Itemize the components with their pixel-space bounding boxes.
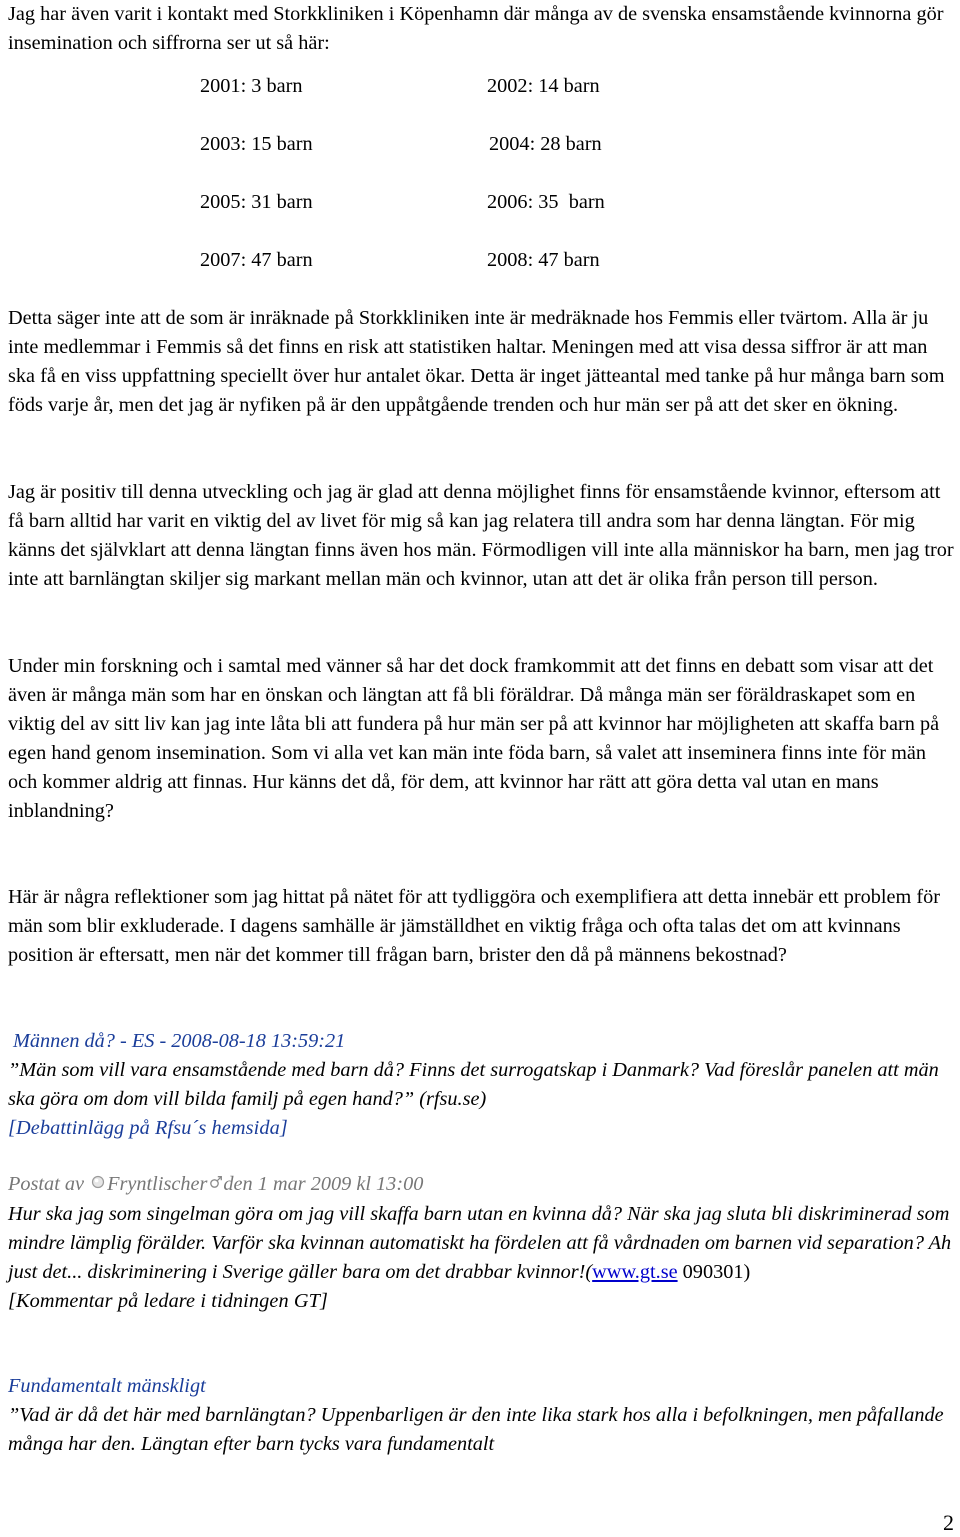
quote-body — [8, 1200, 956, 1287]
quote-header: Männen då? - ES - 2008-08-18 13:59:21 — [13, 1030, 346, 1052]
stat-row — [0, 130, 960, 188]
quote-block — [8, 1372, 956, 1459]
quote-header: Fundamentalt mänskligt — [8, 1375, 206, 1397]
circle-status-icon — [91, 1169, 105, 1198]
posted-by-label: Postat av — [8, 1173, 85, 1195]
quote-body: ”Vad är då det här med barnlängtan? Uppenbarligen är den inte lika stark hos alla i befolkningen, men påfallande många har den. Längtan efter barn tycks vara fundamentalt — [8, 1404, 944, 1455]
quote-date-suffix: 090301) — [677, 1260, 751, 1283]
quote-source: [Debattinlägg på Rfsu´s hemsida] — [8, 1117, 288, 1139]
male-symbol-icon — [209, 1169, 223, 1198]
quote-block — [8, 1027, 956, 1143]
stat-item: 2001: 3 barn — [200, 75, 303, 97]
page-number: 2 — [943, 1510, 954, 1535]
stat-item: 2005: 31 barn — [200, 191, 313, 213]
quote-text: Hur ska jag som singelman göra om jag vill skaffa barn utan en kvinna då? När ska jag sluta bli diskriminerad som mindre lämplig förälder. Varför ska kvinnan automatiskt ha fördelen att få vårdnaden om barnen vid separation? Ah just det... diskriminering i Sverige gäller bara om det drabbar kvinnor!( — [8, 1202, 952, 1283]
stat-item: 2002: 14 barn — [487, 75, 600, 97]
post-meta — [8, 1170, 956, 1200]
stat-row — [0, 72, 960, 130]
stat-item: 2003: 15 barn — [200, 133, 313, 155]
stat-row — [0, 188, 960, 246]
quote-block — [8, 1170, 956, 1316]
body-paragraph: Under min forskning och i samtal med vänner så har det dock framkommit att det finns en debatt som visar att det även är många män som har en önskan och längtan att få bli föräldrar. Då många män ser föräldraskapet som en viktig del av sitt liv kan jag inte låta bli att fundera på hur män ser på att kvinnor har möjligheten att skaffa barn på egen hand genom insemination. Som vi alla vet kan män inte föda barn, så valet att inseminera finns inte för män och kommer aldrig att finnas. Hur känns det då, för dem, att kvinnor har rätt att göra detta val utan en mans inblandning? — [8, 655, 940, 822]
statistics-list — [0, 72, 960, 304]
stat-item: 2006: 35 barn — [487, 191, 605, 213]
gt-link[interactable]: www.gt.se — [592, 1260, 678, 1283]
intro-paragraph: Jag har även varit i kontakt med Storkkliniken i Köpenhamn där många av de svenska ensamstående kvinnorna gör insemination och siffrorna ser ut så här: — [8, 3, 944, 54]
quote-body: ”Män som vill vara ensamstående med barn då? Finns det surrogatskap i Danmark? Vad föreslår panelen att män ska göra om dom vill bilda familj på egen hand?” (rfsu.se) — [8, 1059, 939, 1110]
author-name[interactable]: Fryntlischer — [107, 1173, 208, 1195]
quote-source: [Kommentar på ledare i tidningen GT] — [8, 1289, 329, 1312]
stat-item: 2007: 47 barn — [200, 249, 313, 271]
body-paragraph: Här är några reflektioner som jag hittat på nätet för att tydliggöra och exemplifiera att detta innebär ett problem för män som blir exkluderade. I dagens samhälle är jämställdhet en viktig fråga och ofta talas det om att kvinnans position är eftersatt, men när det kommer till frågan barn, brister den då på männens bekostnad? — [8, 886, 940, 966]
stat-row — [0, 246, 960, 304]
body-paragraph: Jag är positiv till denna utveckling och jag är glad att denna möjlighet finns för ensamstående kvinnor, eftersom att få barn alltid har varit en viktig del av livet för mig så kan jag relatera till andra som har denna längtan. För mig känns det självklart att denna längtan finns även hos män. Förmodligen vill inte alla människor ha barn, men jag tror inte att barnlängtan skiljer sig markant mellan män och kvinnor, utan att det är olika från person till person. — [8, 481, 954, 590]
stat-item: 2004: 28 barn — [489, 133, 602, 155]
stat-item: 2008: 47 barn — [487, 249, 600, 271]
body-paragraph: Detta säger inte att de som är inräknade på Storkkliniken inte är medräknade hos Femmis eller tvärtom. Alla är ju inte medlemmar i Femmis så det finns en risk att statistiken haltar. Meningen med att visa dessa siffror är att man ska få en viss uppfattning speciellt över hur antalet ökar. Detta är inget jätteantal med tanke på hur många barn som föds varje år, men det jag är nyfiken på är den uppåtgående trenden och hur män ser på att det sker en ökning. — [8, 307, 945, 416]
post-date: den 1 mar 2009 kl 13:00 — [223, 1173, 424, 1195]
